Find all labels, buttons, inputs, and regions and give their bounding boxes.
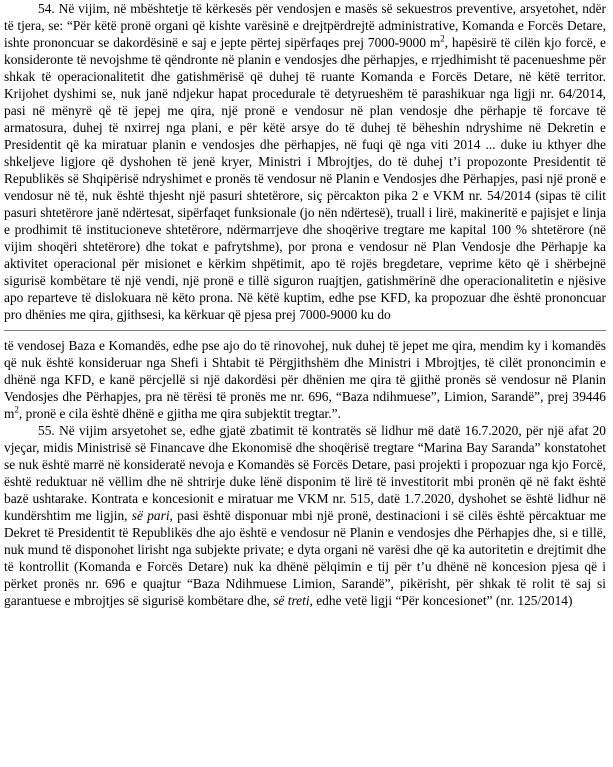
page-divider (4, 330, 606, 331)
text-run: , pronë e cila është dhënë e gjitha me qira subjektit tregtar.”. (18, 406, 341, 421)
emphasized-text: së treti (273, 593, 310, 608)
text-run: , pasi është disponuar mbi një pronë, destinacioni i së cilës është përcaktuar me Dekret të Presidentit të Republikës dhe ajo është e vendosur në Planin e vendosjes dhe Përhapjes dhe, si e tillë, nuk mund të disponohet lirisht nga subjekte private; e dyta organi në varësi dhe që ka autoritetin e drejtimit dhe të kontrollit (Komanda e Forcës Detare) nuk ka dhënë pëlqimin e tij për t’u dhënë në koncesion pjesa që i përket pronës nr. 696 e quajtur “Baza Ndihmuese Limion, Sarandë”, pikërisht, për shkak të rolit të saj si garantuese e mbrojtjes së sigurisë kombëtare dhe, (4, 508, 606, 608)
text-run: 54. Në vijim, në mbështetje të kërkesës për vendosjen e masës së sekuestros preventive, arsyetohet, ndër të tjera, se: “Për këtë pronë organi që kishte varësinë e drejtpërdrejtë administrative, Komanda e Forcës Detare, ishte prononcuar se dakordësinë e saj e jepte përtej sipërfaqes prej 7000-9000 m (4, 1, 606, 50)
text-run: 55. Në vijim arsyetohet se, edhe gjatë zbatimit të kontratës së lidhur më datë 16.7.2020, për një afat 20 vjeçar, midis Ministrisë së Financave dhe Ekonomisë dhe shoqërisë tregtare “Marina Bay Saranda” konstatohet se nuk është marrë në konsideratë nevoja e Komandës së Forcës Detare, pasi projekti i propozuar nga kjo Forcë, është reduktuar në vëllim dhe në shtrirje duke lënë disponim të lirë të investitorit mbi pronën që në fakt është bazë ushtarake. Kontrata e koncesionit e miratuar me VKM nr. 515, datë 1.7.2020, dyshohet se është lidhur në kundërshtim me ligjin, (4, 423, 606, 523)
paragraph-54 (4, 0, 606, 323)
emphasized-text: së pari (131, 508, 170, 523)
text-run: të vendosej Baza e Komandës, edhe pse ajo do të rinovohej, nuk duhej të jepet me qira, mendim ky i komandës që nuk është konsideruar nga Shefi i Shtabit të Përgjithshëm dhe Ministri i Mbrojtjes, të cilët prononcimin e dhënë nga KFD, e kanë përcjellë si një dakordësi për dhënien me qira të gjithë pronës së vendosur në Planin Vendosjes dhe Përhapjes, pra në tërësi të pronës me nr. 696, “Baza ndihmuese”, Limion, Sarandë”, prej 39446 m (4, 338, 606, 421)
superscript-text: 2 (14, 404, 19, 415)
document-page (4, 0, 606, 609)
paragraph-55 (4, 422, 606, 609)
superscript-text: 2 (440, 33, 445, 44)
text-run: , edhe vetë ligji “Për koncesionet” (nr. 125/2014) (309, 593, 573, 608)
paragraph-continuation (4, 337, 606, 422)
text-run: , hapësirë të cilën kjo forcë, e konsideronte të nevojshme të qëndronte në planin e vendosjes dhe përhapjes, e rrjedhimisht të pacenueshme për shkak të operacionalitetit dhe gatishmërisë që duhej të ruante Komanda e Forcës Detare, në këtë territor. Krijohet dyshimi se, nuk janë ndjekur hapat procedurale të detyrueshëm të parashikuar nga ligji nr. 64/2014, pasi në mënyrë që të jepej me qira, një pronë e vendosur në plan vendosje dhe përhapje të forcave të armatosura, duhej të nxirrej nga plani, e për këtë arsye do të duhej të bëheshin ndryshime në Dekretin e Presidentit që ka miratuar planin e vendosjes dhe përhapjes, në fuqi që nga viti 2014 ... duke iu kthyer dhe shkeljeve ligjore që dyshohen të jenë kryer, Ministri i Mbrojtjes, do të duhej t’i propozonte Presidentit të Republikës së Shqipërisë ndryshimet e pronës të vendosur në Planin e Vendosjes dhe Përhapjes, pasi një pronë e vendosur në të, nuk është thjesht një pasuri shtetërore, siç përcakton pika 2 e VKM nr. 54/2014 (sipas të cilit pasuri shtetërore janë ndërtesat, sipërfaqet funksionale (jo nën ndërtesë), truall i lirë, makineritë e pajisjet e linja e prodhimit të institucioneve shtetërore, ndërmarrjeve dhe shoqërive tregtare me kapital 100 % shtetërore (në vijim shoqëri shtetërore) dhe tokat e pafrytshme), por prona e vendosur në Plan Vendosje dhe Përhapje ka aktivitet operacional për misionet e kërkim shpëtimit, apo të rojës bregdetare, veprime këto që i shërbejnë sigurisë kombëtare të një vendi, një pronë e tillë siguron ruajtjen, gatishmërinë dhe operacionalitetin e njësive apo reparteve të dislokuara në këto prona. Në këtë kuptim, edhe pse KFD, ka propozuar dhe është prononcuar pro dhënies me qira, gjithsesi, ka kërkuar që pjesa prej 7000-9000 ku do (4, 35, 606, 322)
